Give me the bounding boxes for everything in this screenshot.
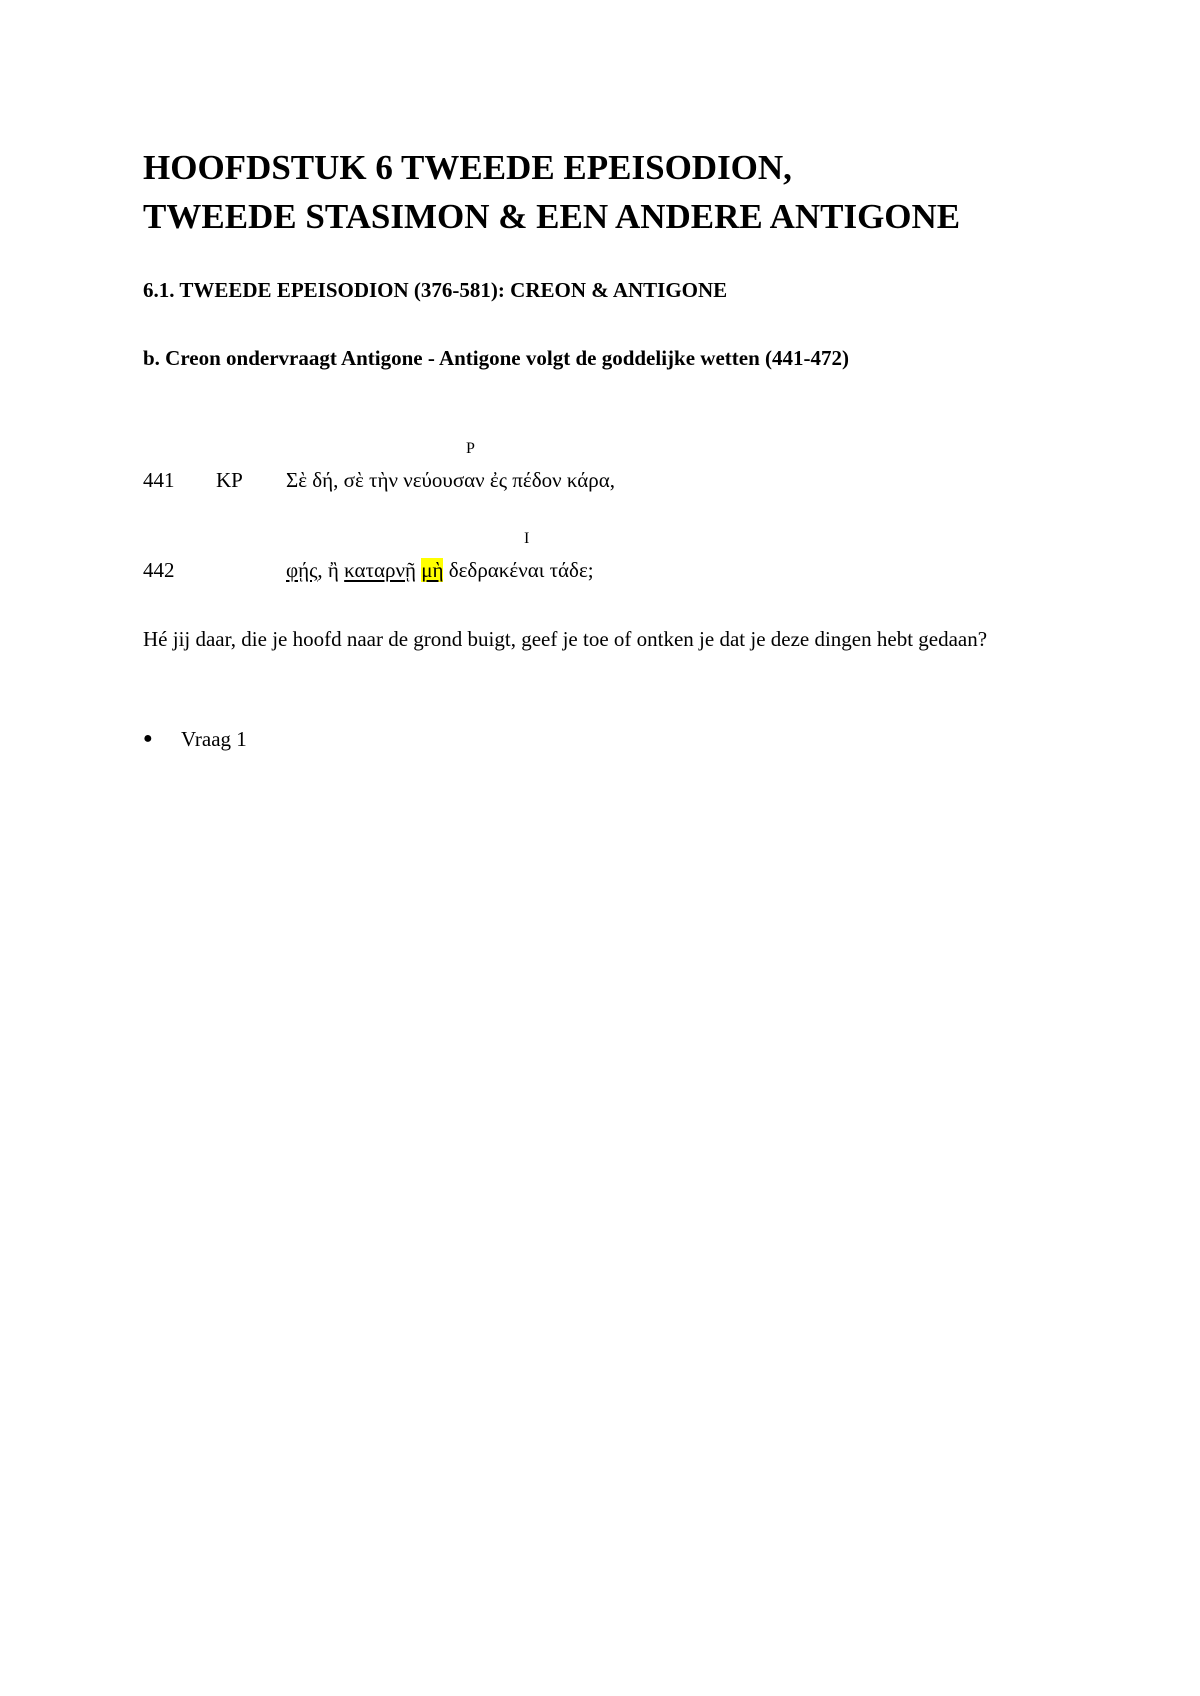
subsection-heading: b. Creon ondervraagt Antigone - Antigone volgt de goddelijke wetten (441-472) (143, 346, 849, 370)
bullet-icon: ● (143, 730, 153, 747)
verse-441-mark: P (466, 440, 475, 457)
verse-text-fragment: δεδρακέναι τάδε; (443, 558, 594, 582)
section-heading: 6.1. TWEEDE EPEISODION (376-581): CREON & ANTIGONE (143, 278, 728, 302)
greek-verse-text: Σὲ δή, σὲ τὴν νεύουσαν ἐς πέδον κάρα, (286, 468, 615, 492)
dutch-translation: Hé jij daar, die je hoofd naar de grond buigt, geef je toe of ontken je dat je deze dingen hebt gedaan? (143, 627, 988, 651)
chapter-title-line-1: HOOFDSTUK 6 TWEEDE EPEISODION, (143, 148, 792, 187)
greek-verse-text (286, 558, 594, 583)
verse-text-fragment: , ἢ (317, 558, 345, 582)
verse-line-441 (0, 468, 1200, 498)
verse-number: 442 (143, 558, 175, 582)
underlined-word-phes: φῄς (286, 558, 318, 582)
chapter-title-line-2: TWEEDE STASIMON & EEN ANDERE ANTIGONE (143, 197, 961, 236)
bullet-label: Vraag 1 (181, 727, 247, 751)
verse-line-442 (0, 558, 1200, 588)
highlighted-word-me: μὴ (421, 558, 444, 582)
verse-speaker: KP (216, 468, 243, 492)
underlined-word-katarne: καταρνῇ (344, 558, 416, 582)
verse-442-mark: I (524, 530, 530, 547)
verse-number: 441 (143, 468, 175, 492)
